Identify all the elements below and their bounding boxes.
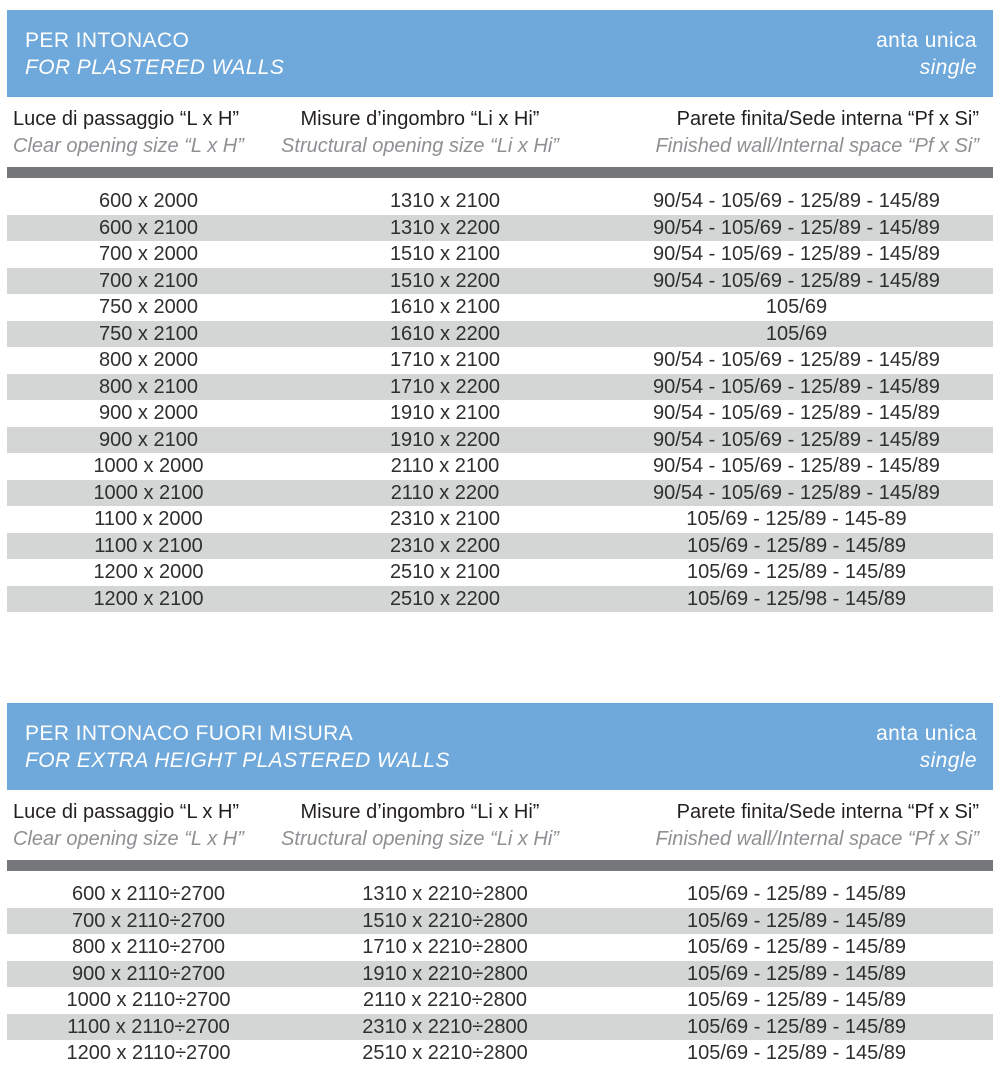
table-row <box>7 987 993 1014</box>
structural-opening-size-value: 1310 x 2200 <box>389 216 501 239</box>
banner-title-italian: PER INTONACO FUORI MISURA <box>25 721 354 745</box>
column-header-italian: Parete finita/Sede interna “Pf x Si” <box>676 108 979 130</box>
clear-opening-size-value: 1200 x 2100 <box>93 587 204 610</box>
structural-opening-size-value: 1910 x 2200 <box>389 428 501 451</box>
column-header-english: Finished wall/Internal space “Pf x Si” <box>655 828 979 850</box>
clear-opening-size-value: 1200 x 2000 <box>93 561 204 583</box>
column-headers <box>7 799 993 853</box>
finished-wall-options-value: 105/69 - 125/89 - 145/89 <box>686 534 907 557</box>
structural-opening-size-value: 1910 x 2100 <box>389 402 501 424</box>
finished-wall-options-value: 90/54 - 105/69 - 125/89 - 145/89 <box>653 481 940 504</box>
column-header-finished-wall <box>565 799 993 853</box>
column-header-italian: Luce di passaggio “L x H” <box>13 108 240 130</box>
clear-opening-size-value: 600 x 2110÷2700 <box>72 883 225 905</box>
table-row <box>7 453 993 480</box>
finished-wall-options-value: 90/54 - 105/69 - 125/89 - 145/89 <box>653 349 940 371</box>
table-row <box>7 533 993 560</box>
column-header-clear-opening <box>7 106 275 160</box>
clear-opening-size-value: 1000 x 2100 <box>93 481 204 504</box>
clear-opening-size-value: 1000 x 2000 <box>93 455 204 477</box>
structural-opening-size-value: 1710 x 2100 <box>389 349 501 371</box>
structural-opening-size-value: 2510 x 2210÷2800 <box>362 1042 528 1064</box>
finished-wall-options-value: 105/69 - 125/89 - 145/89 <box>686 962 907 985</box>
finished-wall-options-value: 90/54 - 105/69 - 125/89 - 145/89 <box>653 269 940 292</box>
section-banner <box>7 703 993 790</box>
finished-wall-options-value: 90/54 - 105/69 - 125/89 - 145/89 <box>653 455 940 477</box>
table-row <box>7 934 993 961</box>
table-row <box>7 321 993 348</box>
structural-opening-size-value: 2510 x 2100 <box>389 561 501 583</box>
table-row <box>7 559 993 586</box>
structural-opening-size-value: 1510 x 2200 <box>389 269 501 292</box>
column-header-english: Clear opening size “L x H” <box>13 135 244 157</box>
structural-opening-size-value: 1710 x 2210÷2800 <box>362 936 528 958</box>
finished-wall-options-value: 105/69 - 125/89 - 145/89 <box>686 883 907 905</box>
table-row <box>7 506 993 533</box>
structural-opening-size-value: 1610 x 2200 <box>389 322 501 345</box>
table-row <box>7 241 993 268</box>
structural-opening-size-value: 2310 x 2100 <box>389 508 501 530</box>
clear-opening-size-value: 800 x 2110÷2700 <box>72 936 225 958</box>
finished-wall-options-value: 105/69 - 125/89 - 145/89 <box>686 936 907 958</box>
column-header-clear-opening <box>7 799 275 853</box>
table-row <box>7 1014 993 1041</box>
table-row <box>7 188 993 215</box>
table-row <box>7 427 993 454</box>
header-divider-bar <box>7 860 993 871</box>
finished-wall-options-value: 105/69 <box>765 296 828 318</box>
structural-opening-size-value: 1710 x 2200 <box>389 375 501 398</box>
clear-opening-size-value: 800 x 2100 <box>99 375 198 398</box>
door-type-italian: anta unica <box>876 721 977 745</box>
clear-opening-size-value: 600 x 2000 <box>99 190 198 212</box>
structural-opening-size-value: 1910 x 2210÷2800 <box>362 962 528 985</box>
door-type-english: single <box>919 748 977 772</box>
table-row <box>7 480 993 507</box>
column-header-italian: Misure d’ingombro “Li x Hi” <box>300 801 540 823</box>
clear-opening-size-value: 1100 x 2000 <box>94 508 203 530</box>
door-type-english: single <box>919 55 977 79</box>
column-headers <box>7 106 993 160</box>
finished-wall-options-value: 90/54 - 105/69 - 125/89 - 145/89 <box>653 428 940 451</box>
table-row <box>7 961 993 988</box>
banner-door-type <box>876 720 977 774</box>
structural-opening-size-value: 2110 x 2200 <box>390 481 500 504</box>
finished-wall-options-value: 105/69 - 125/89 - 145-89 <box>686 508 907 530</box>
table-row <box>7 1040 993 1067</box>
table-row <box>7 374 993 401</box>
finished-wall-options-value: 90/54 - 105/69 - 125/89 - 145/89 <box>653 402 940 424</box>
clear-opening-size-value: 700 x 2110÷2700 <box>72 909 225 932</box>
finished-wall-options-value: 105/69 - 125/89 - 145/89 <box>686 1015 907 1038</box>
clear-opening-size-value: 700 x 2100 <box>99 269 198 292</box>
clear-opening-size-value: 1100 x 2110÷2700 <box>67 1015 230 1038</box>
structural-opening-size-value: 2110 x 2100 <box>390 455 500 477</box>
table-row <box>7 268 993 295</box>
structural-opening-size-value: 1310 x 2210÷2800 <box>362 883 528 905</box>
finished-wall-options-value: 105/69 - 125/89 - 145/89 <box>686 989 907 1011</box>
section-spacer <box>0 612 996 703</box>
finished-wall-options-value: 105/69 - 125/89 - 145/89 <box>686 1042 907 1064</box>
structural-opening-size-value: 1510 x 2210÷2800 <box>362 909 528 932</box>
finished-wall-options-value: 105/69 - 125/98 - 145/89 <box>686 587 907 610</box>
column-header-finished-wall <box>565 106 993 160</box>
clear-opening-size-value: 900 x 2000 <box>99 402 198 424</box>
structural-opening-size-value: 1310 x 2100 <box>389 190 501 212</box>
finished-wall-options-value: 90/54 - 105/69 - 125/89 - 145/89 <box>653 190 940 212</box>
table-row <box>7 881 993 908</box>
section-banner <box>7 10 993 97</box>
finished-wall-options-value: 105/69 <box>765 322 828 345</box>
clear-opening-size-value: 800 x 2000 <box>99 349 198 371</box>
column-header-structural-opening <box>275 106 565 160</box>
size-table-extra-height-plastered-walls <box>7 703 993 1067</box>
clear-opening-size-value: 900 x 2110÷2700 <box>72 962 225 985</box>
banner-title-italian: PER INTONACO <box>25 28 190 52</box>
clear-opening-size-value: 600 x 2100 <box>99 216 198 239</box>
clear-opening-size-value: 900 x 2100 <box>99 428 198 451</box>
table-row <box>7 294 993 321</box>
table-row <box>7 400 993 427</box>
header-divider-bar <box>7 167 993 178</box>
table-row <box>7 586 993 613</box>
column-header-english: Finished wall/Internal space “Pf x Si” <box>655 135 979 157</box>
structural-opening-size-value: 2310 x 2210÷2800 <box>362 1015 528 1038</box>
structural-opening-size-value: 2510 x 2200 <box>389 587 501 610</box>
banner-title <box>25 720 450 774</box>
door-type-italian: anta unica <box>876 28 977 52</box>
finished-wall-options-value: 90/54 - 105/69 - 125/89 - 145/89 <box>653 243 940 265</box>
column-header-italian: Parete finita/Sede interna “Pf x Si” <box>676 801 979 823</box>
clear-opening-size-value: 750 x 2100 <box>99 322 198 345</box>
structural-opening-size-value: 1510 x 2100 <box>389 243 501 265</box>
clear-opening-size-value: 1000 x 2110÷2700 <box>66 989 231 1011</box>
finished-wall-options-value: 105/69 - 125/89 - 145/89 <box>686 909 907 932</box>
banner-title-english: FOR EXTRA HEIGHT PLASTERED WALLS <box>25 748 450 772</box>
clear-opening-size-value: 1200 x 2110÷2700 <box>66 1042 231 1064</box>
finished-wall-options-value: 105/69 - 125/89 - 145/89 <box>686 561 907 583</box>
finished-wall-options-value: 90/54 - 105/69 - 125/89 - 145/89 <box>653 375 940 398</box>
clear-opening-size-value: 700 x 2000 <box>99 243 198 265</box>
clear-opening-size-value: 1100 x 2100 <box>94 534 203 557</box>
finished-wall-options-value: 90/54 - 105/69 - 125/89 - 145/89 <box>653 216 940 239</box>
structural-opening-size-value: 2110 x 2210÷2800 <box>362 989 528 1011</box>
size-table-plastered-walls <box>7 10 993 612</box>
column-header-italian: Luce di passaggio “L x H” <box>13 801 240 823</box>
column-header-structural-opening <box>275 799 565 853</box>
column-header-italian: Misure d’ingombro “Li x Hi” <box>300 108 540 130</box>
size-rows <box>7 881 993 1067</box>
size-rows <box>7 188 993 612</box>
column-header-english: Clear opening size “L x H” <box>13 828 244 850</box>
clear-opening-size-value: 750 x 2000 <box>99 296 198 318</box>
table-row <box>7 908 993 935</box>
structural-opening-size-value: 1610 x 2100 <box>389 296 501 318</box>
table-row <box>7 215 993 242</box>
structural-opening-size-value: 2310 x 2200 <box>389 534 501 557</box>
column-header-english: Structural opening size “Li x Hi” <box>281 135 559 157</box>
column-header-english: Structural opening size “Li x Hi” <box>281 828 559 850</box>
table-row <box>7 347 993 374</box>
banner-title-english: FOR PLASTERED WALLS <box>25 55 285 79</box>
banner-door-type <box>876 27 977 81</box>
banner-title <box>25 27 284 81</box>
